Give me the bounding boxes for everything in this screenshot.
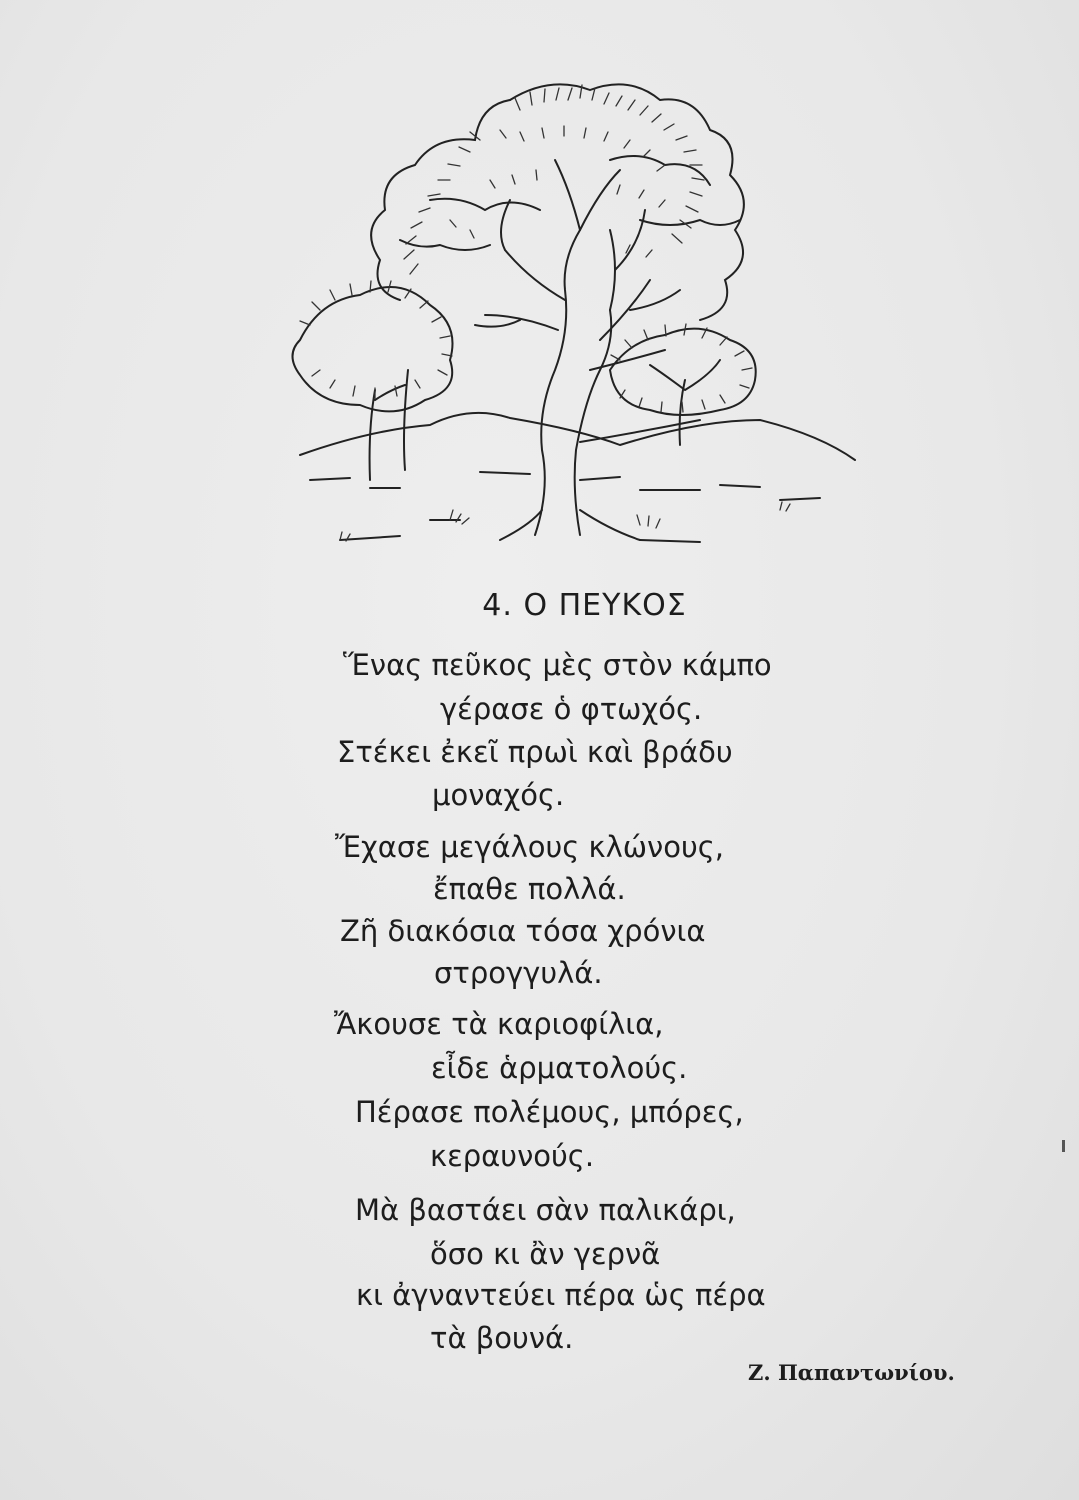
author-signature: Ζ. Παπαντωνίου. [748, 1360, 955, 1385]
poem-line: Ἕνας πεῦκος μὲς στὸν κάμπο [343, 648, 772, 682]
poem-line: γέρασε ὁ φτωχός. [440, 692, 703, 726]
poem-line: εἶδε ἁρματολούς. [431, 1051, 688, 1085]
page-speck [1062, 1140, 1065, 1152]
poem-line: Μὰ βαστάει σὰν παλικάρι, [355, 1193, 736, 1227]
poem-line: κεραυνούς. [430, 1139, 595, 1173]
poem-line: στρογγυλά. [434, 956, 603, 990]
poem-line: κι ἀγναντεύει πέρα ὡς πέρα [356, 1278, 766, 1312]
poem-line: Πέρασε πολέμους, μπόρες, [355, 1095, 744, 1129]
poem-title: 4. Ο ΠΕΥΚΟΣ [482, 588, 687, 623]
poem-line: μοναχός. [432, 778, 565, 812]
poem-line: Ἄκουσε τὰ καριοφίλια, [334, 1007, 664, 1041]
poem-line: ἔπαθε πολλά. [433, 872, 626, 906]
poem-line: Ἔχασε μεγάλους κλώνους, [335, 830, 725, 864]
pine-tree-illustration [280, 70, 860, 560]
poem-line: Ζῆ διακόσια τόσα χρόνια [340, 914, 706, 948]
poem-line: τὰ βουνά. [430, 1321, 574, 1355]
poem-line: Στέκει ἐκεῖ πρωὶ καὶ βράδυ [337, 735, 733, 769]
poem-line: ὅσο κι ἂν γερνᾶ [430, 1237, 661, 1271]
